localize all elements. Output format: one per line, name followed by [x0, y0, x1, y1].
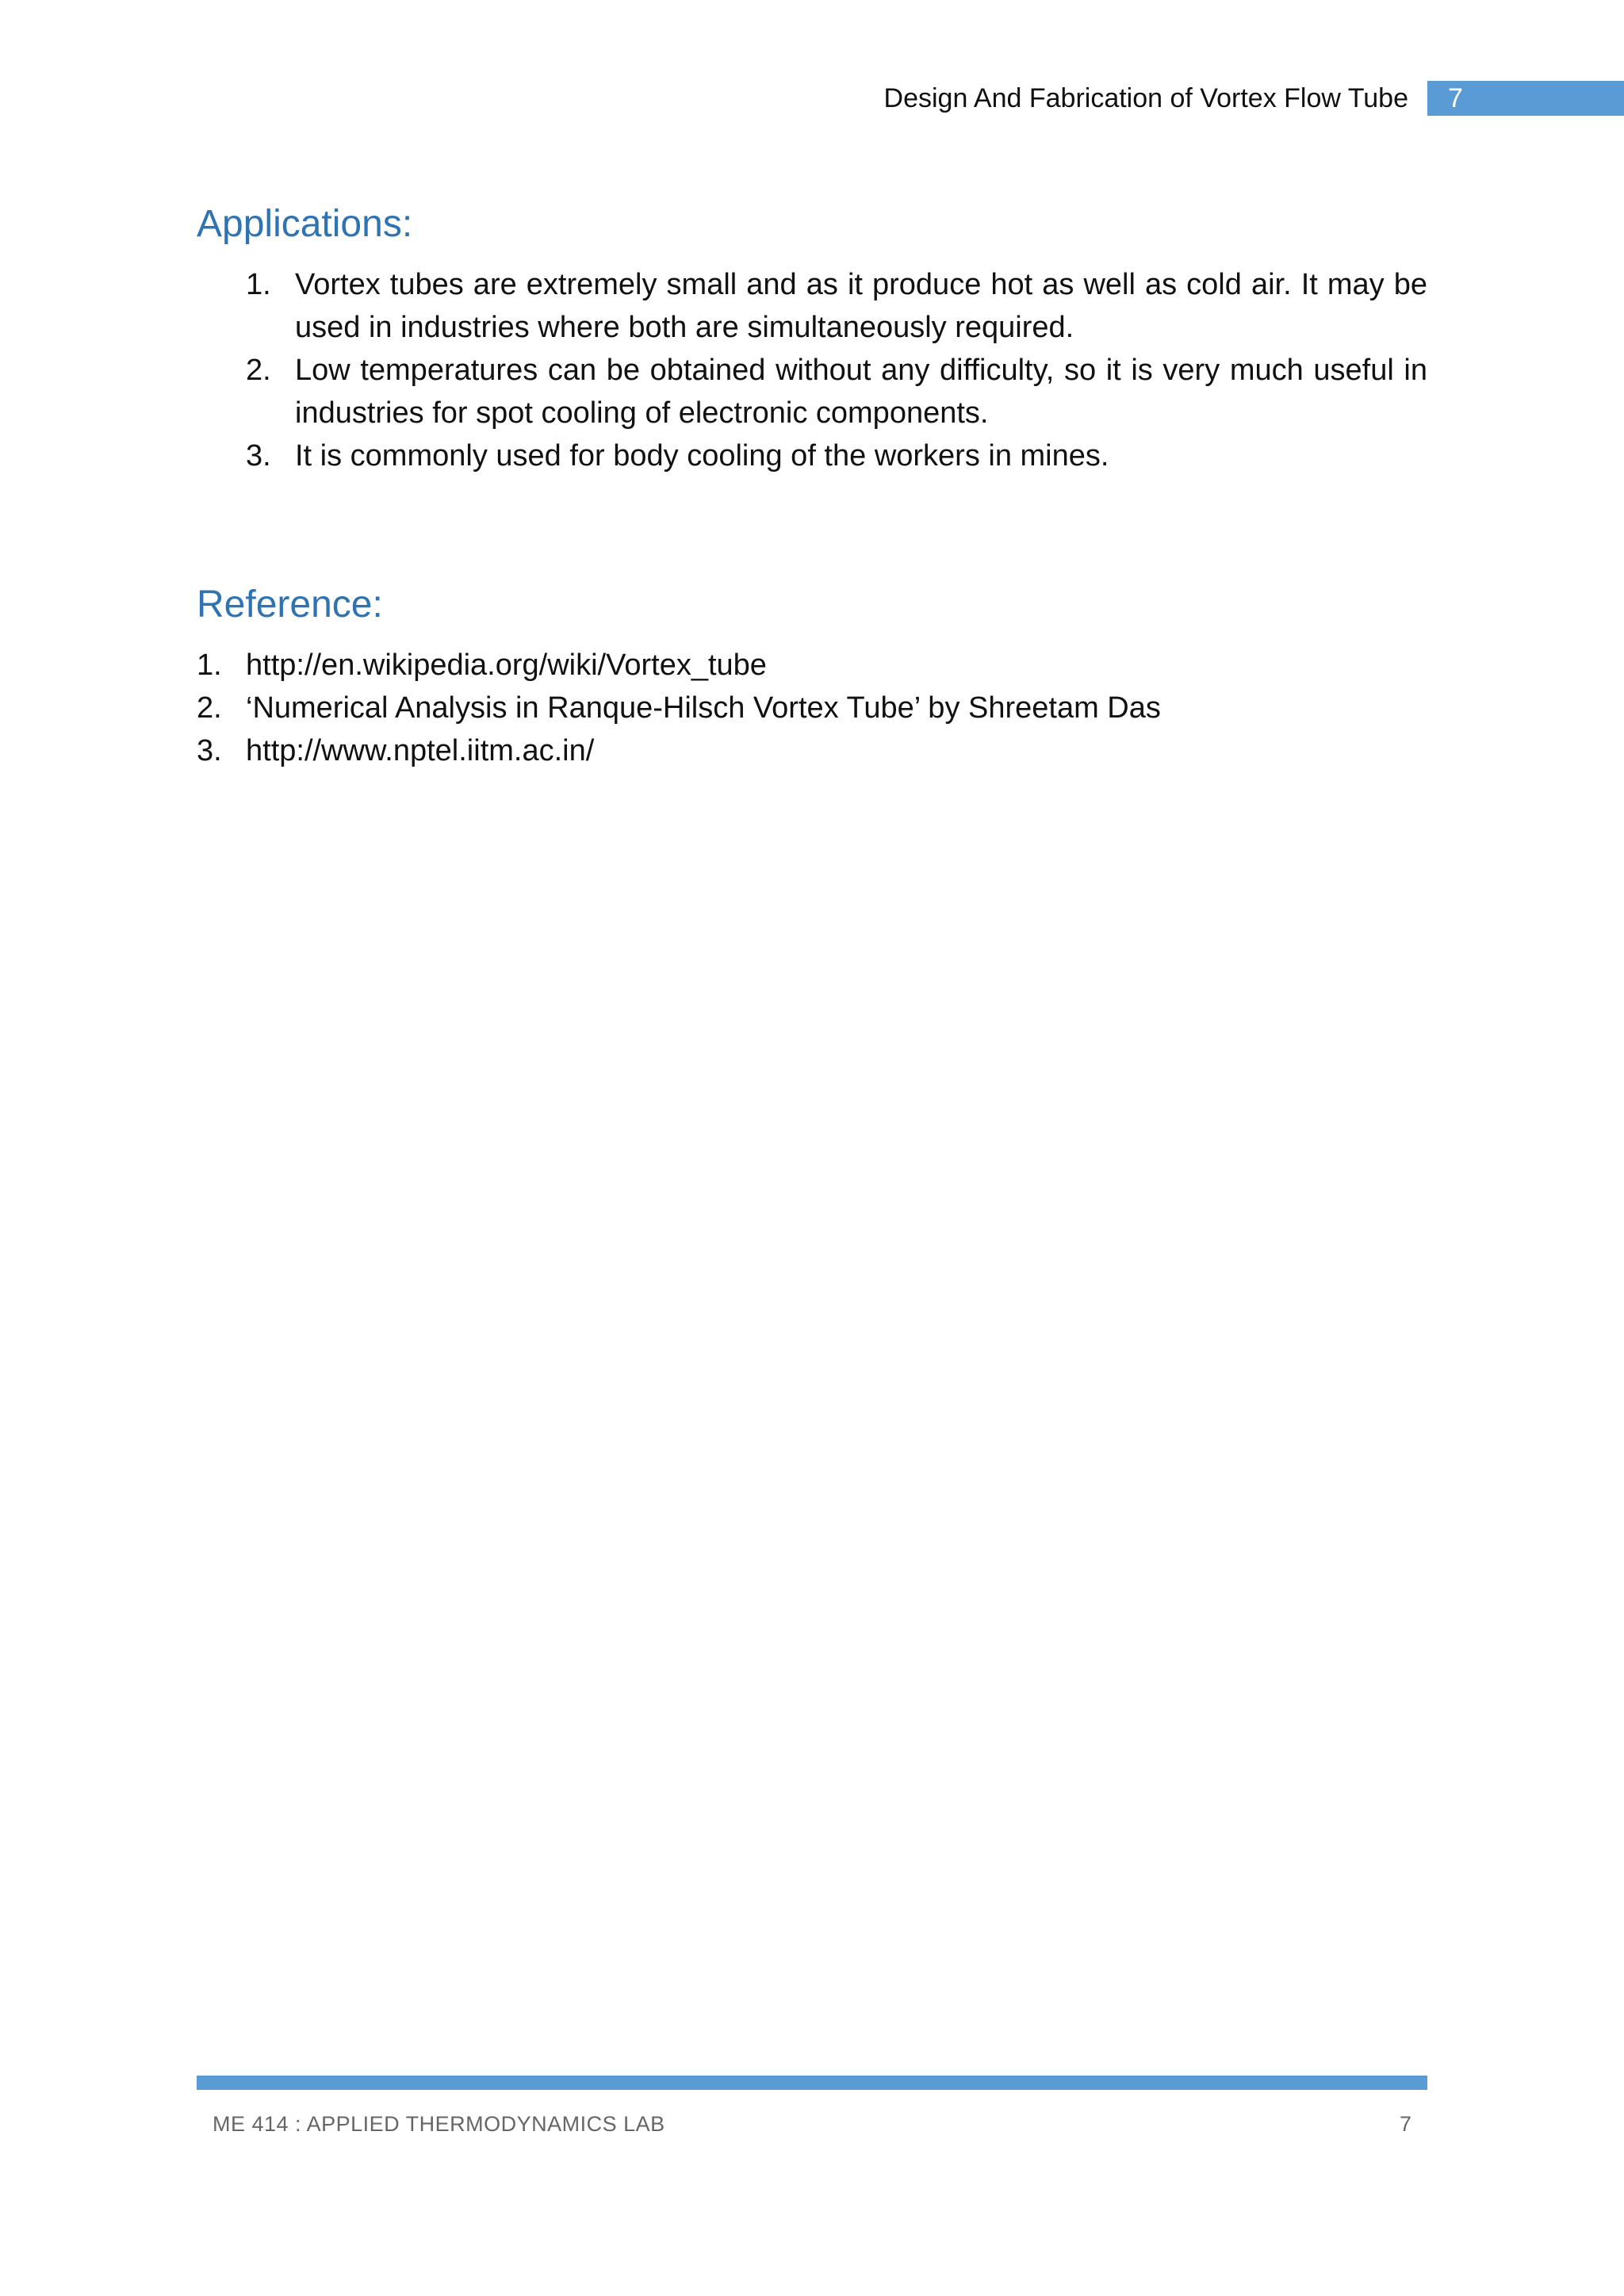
list-item-text: Low temperatures can be obtained without any difficulty, so it is very much useful in industries for spot cooling of electronic components. — [295, 354, 1427, 430]
reference-link[interactable]: http://en.wikipedia.org/wiki/Vortex_tube — [246, 649, 767, 682]
page-header — [0, 79, 1624, 117]
reference-citation: ‘Numerical Analysis in Ranque-Hilsch Vortex Tube’ by Shreetam Das — [246, 691, 1161, 725]
footer-divider — [197, 2076, 1427, 2090]
header-page-badge — [1427, 81, 1624, 116]
list-item — [197, 687, 1427, 729]
applications-section — [197, 198, 1427, 477]
list-item-number: 1. — [197, 649, 222, 682]
footer-course-title: ME 414 : APPLIED THERMODYNAMICS LAB — [213, 2112, 665, 2136]
list-item-number: 2. — [246, 354, 271, 387]
applications-heading: Applications: — [197, 203, 413, 245]
reference-list — [197, 644, 1427, 772]
header-page-number: 7 — [1448, 83, 1463, 113]
list-item-number: 3. — [197, 734, 222, 767]
list-item-text: Vortex tubes are extremely small and as it produce hot as well as cold air. It may be used in industries where both are simultaneously required. — [295, 268, 1427, 344]
list-item — [197, 729, 1427, 772]
reference-section — [197, 579, 1427, 772]
page-content — [197, 198, 1427, 772]
reference-heading: Reference: — [197, 584, 383, 626]
list-item-number: 3. — [246, 439, 271, 473]
list-item-number: 2. — [197, 691, 222, 725]
list-item-number: 1. — [246, 268, 271, 301]
list-item — [197, 263, 1427, 349]
list-item — [197, 434, 1427, 477]
list-item — [197, 644, 1427, 687]
footer-page-number: 7 — [1399, 2112, 1411, 2136]
list-item — [197, 349, 1427, 434]
reference-link[interactable]: http://www.nptel.iitm.ac.in/ — [246, 734, 595, 767]
applications-list — [197, 263, 1427, 477]
header-title: Design And Fabrication of Vortex Flow Tube — [883, 83, 1408, 113]
list-item-text: It is commonly used for body cooling of the workers in mines. — [295, 439, 1109, 473]
